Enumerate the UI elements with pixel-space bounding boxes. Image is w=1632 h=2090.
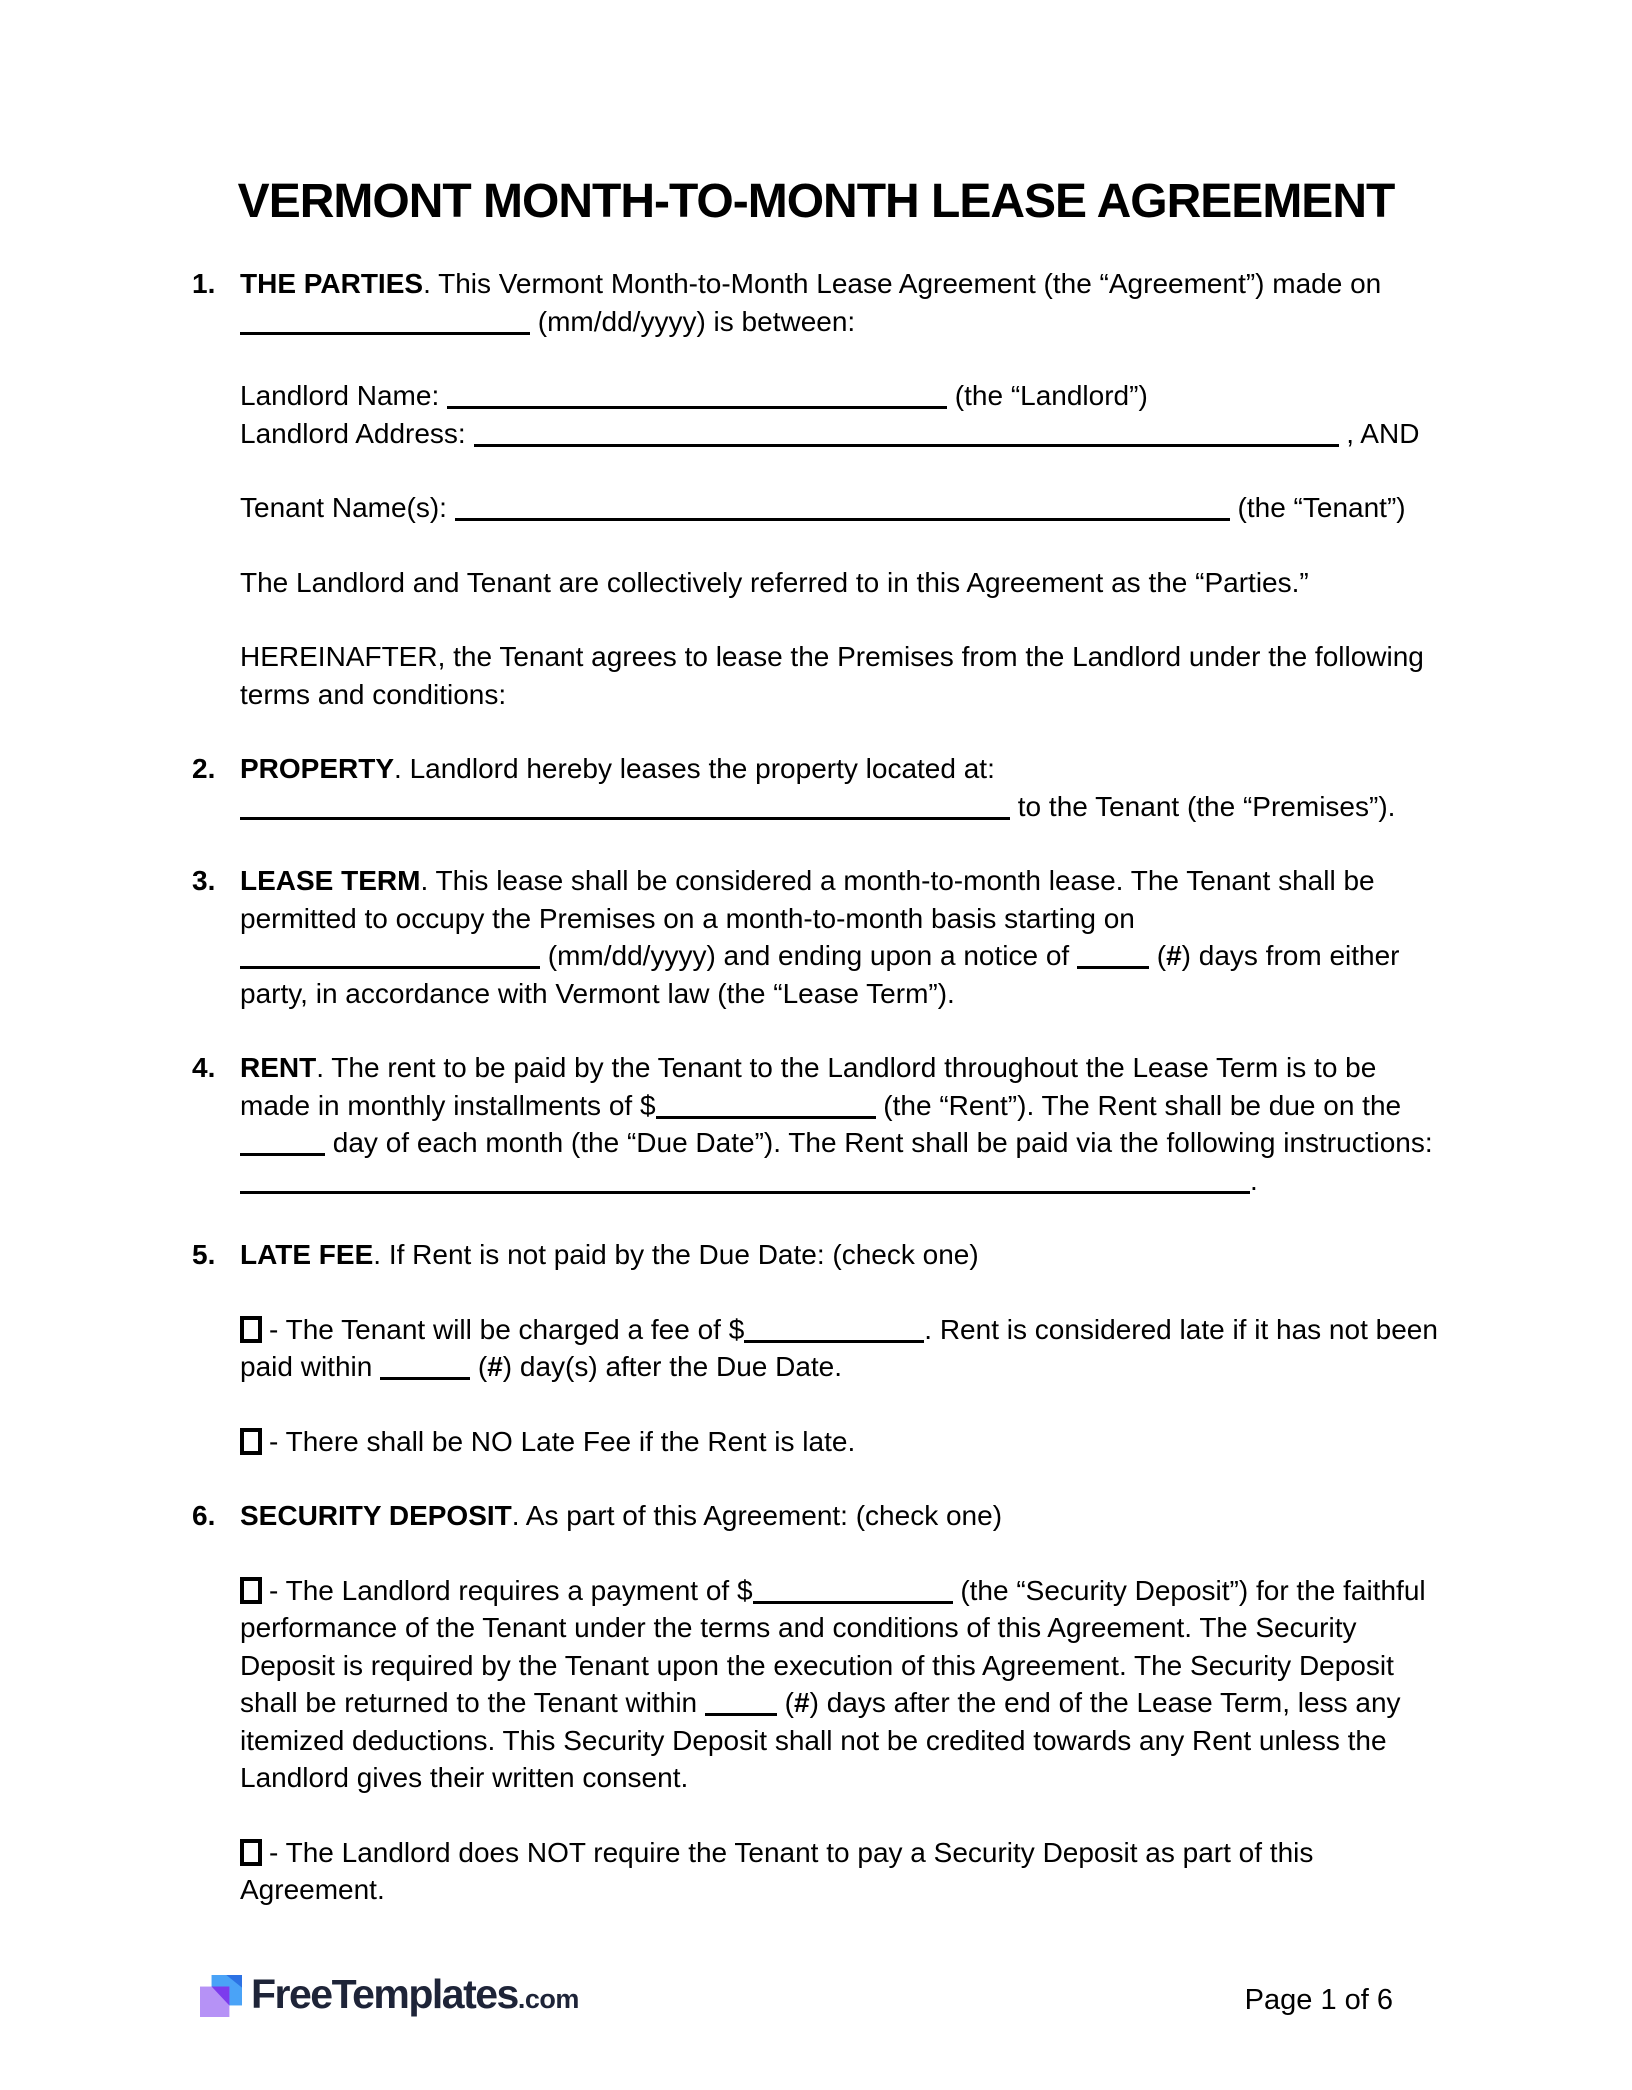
brand-tld: .com (517, 1984, 579, 2014)
lease-start-date-blank[interactable] (240, 963, 540, 969)
deposit-heading-line (240, 1497, 1440, 1535)
section-heading: LEASE TERM (240, 865, 421, 896)
rent-paragraph (240, 1049, 1440, 1199)
late-fee-heading-line (240, 1236, 1440, 1274)
parties-clause: The Landlord and Tenant are collectively referred to in this Agreement as the “Parties.” (240, 566, 1309, 598)
hereinafter-clause: HEREINAFTER, the Tenant agrees to lease the Premises from the Landlord under the following terms and conditions: (240, 641, 1424, 710)
lease-term-paragraph (240, 862, 1440, 1012)
document-content (192, 0, 1440, 1909)
rent-due-day-blank[interactable] (240, 1150, 325, 1156)
security-deposit-amount-blank[interactable] (753, 1598, 953, 1604)
section-heading: SECURITY DEPOSIT (240, 1500, 512, 1531)
section-heading: THE PARTIES (240, 268, 424, 299)
parties-intro-text: . This Vermont Month-to-Month Lease Agreement (the “Agreement”) made on (423, 268, 1382, 299)
deposit-return-days-blank[interactable] (705, 1710, 777, 1716)
late-fee-option-text-3: ) day(s) after the Due Date. (502, 1351, 843, 1382)
rent-text-2: (the “Rent”). The Rent shall be due on the (875, 1089, 1402, 1121)
parties-intro-tail: (mm/dd/yyyy) is between: (530, 305, 856, 337)
landlord-name-blank[interactable] (447, 403, 947, 409)
landlord-name-suffix: (the “Landlord”) (947, 380, 1148, 411)
deposit-option-none (240, 1834, 1440, 1909)
notice-days-blank[interactable] (1077, 963, 1149, 969)
deposit-text: . As part of this Agreement: (check one) (511, 1500, 1003, 1531)
late-fee-amount-blank[interactable] (744, 1337, 924, 1343)
late-fee-paren-open: ( (470, 1351, 488, 1382)
section-lease-term (192, 862, 1440, 1012)
section-heading: RENT (240, 1052, 317, 1083)
no-deposit-required-checkbox[interactable] (240, 1839, 262, 1866)
brand-logo[interactable] (200, 1966, 579, 2019)
section-number: 2. (192, 753, 216, 784)
deposit-required-text-3: ) days after the end of the Lease Term, less any itemized deductions. This Security Deposit shall not be credited towards any Rent unless the Landlord gives their written consent. (240, 1687, 1401, 1793)
no-late-fee-checkbox[interactable] (240, 1428, 262, 1455)
section-rent (192, 1049, 1440, 1199)
section-security-deposit (192, 1497, 1440, 1909)
landlord-address-blank[interactable] (474, 441, 1339, 447)
late-fee-charged-checkbox[interactable] (240, 1316, 262, 1343)
deposit-option-required (240, 1572, 1440, 1797)
payment-instructions-blank[interactable] (240, 1188, 1250, 1194)
agreement-date-blank[interactable] (240, 329, 530, 335)
page-footer (200, 1966, 1440, 2020)
deposit-required-text-1: - The Landlord requires a payment of $ (269, 1574, 753, 1606)
late-fee-text: . If Rent is not paid by the Due Date: (check one) (373, 1239, 979, 1270)
rent-text-1: . The rent to be paid by the Tenant to the Landlord throughout the Lease Term is to be made in monthly installments of $ (240, 1052, 1377, 1121)
number-sign: # (487, 1351, 503, 1382)
landlord-address-suffix: , AND (1338, 417, 1420, 449)
landlord-name-label: Landlord Name: (240, 380, 448, 411)
tenant-name-label: Tenant Name(s): (240, 492, 455, 523)
property-address-blank[interactable] (240, 814, 1010, 820)
property-text: . Landlord hereby leases the property located at: (394, 753, 995, 784)
lease-term-text-1: . This lease shall be considered a month-to-month lease. The Tenant shall be permitted to occupy the Premises on a month-to-month basis starting on (240, 865, 1375, 934)
section-late-fee (192, 1236, 1440, 1460)
no-deposit-text: - The Landlord does NOT require the Tenant to pay a Security Deposit as part of this Agreement. (240, 1836, 1314, 1905)
brand-wordmark (251, 1971, 579, 2019)
late-fee-option-charged (240, 1311, 1440, 1386)
section-property (192, 750, 1440, 825)
page-indicator: Page 1 of 6 (1244, 1984, 1393, 2016)
no-late-fee-text: - There shall be NO Late Fee if the Rent is late. (269, 1425, 856, 1457)
tenant-name-suffix: (the “Tenant”) (1229, 492, 1406, 523)
section-number: 5. (192, 1239, 216, 1270)
overlapping-squares-page-icon (200, 1975, 242, 2017)
property-tail: to the Tenant (the “Premises”). (1010, 790, 1396, 822)
section-number: 3. (192, 865, 216, 896)
brand-name: FreeTemplates (251, 1971, 518, 2017)
late-fee-days-blank[interactable] (380, 1374, 470, 1380)
section-heading: LATE FEE (240, 1239, 374, 1270)
lease-term-text-2: (mm/dd/yyyy) and ending upon a notice of (540, 940, 1077, 971)
late-fee-option-text-2: . Rent is considered late if it has not been paid within (240, 1313, 1438, 1382)
rent-text-4: . (1250, 1164, 1258, 1196)
landlord-address-label: Landlord Address: (240, 417, 474, 449)
document-title: VERMONT MONTH-TO-MONTH LEASE AGREEMENT (237, 175, 1395, 228)
section-the-parties (192, 265, 1440, 713)
parties-intro-paragraph (240, 265, 1440, 340)
tenant-names-blank[interactable] (455, 515, 1230, 521)
late-fee-option-text-1: - The Tenant will be charged a fee of $ (269, 1313, 745, 1345)
property-paragraph (240, 750, 1440, 825)
section-number: 6. (192, 1500, 216, 1531)
late-fee-option-none (240, 1423, 1440, 1461)
rent-amount-blank[interactable] (656, 1113, 876, 1119)
section-heading: PROPERTY (240, 753, 395, 784)
number-sign: # (1166, 940, 1182, 971)
deposit-paren-open: ( (776, 1687, 795, 1718)
landlord-info-lines (240, 377, 1440, 452)
lease-term-paren-open: ( (1148, 940, 1167, 971)
deposit-required-text-2: (the “Security Deposit”) for the faithful performance of the Tenant under the terms and conditions of this Agreement. The Security Deposit is required by the Tenant upon the execution of this Agreement. The Security Deposit shall be returned to the Tenant within (240, 1574, 1426, 1718)
lease-term-text-3: ) days from either party, in accordance with Vermont law (the “Lease Term”). (240, 940, 1400, 1009)
number-sign: # (794, 1687, 810, 1718)
deposit-required-checkbox[interactable] (240, 1577, 262, 1604)
section-number: 1. (192, 268, 216, 299)
rent-text-3: day of each month (the “Due Date”). The Rent shall be paid via the following instructions: (325, 1127, 1433, 1158)
tenant-info-line (240, 489, 1440, 527)
section-number: 4. (192, 1052, 216, 1083)
